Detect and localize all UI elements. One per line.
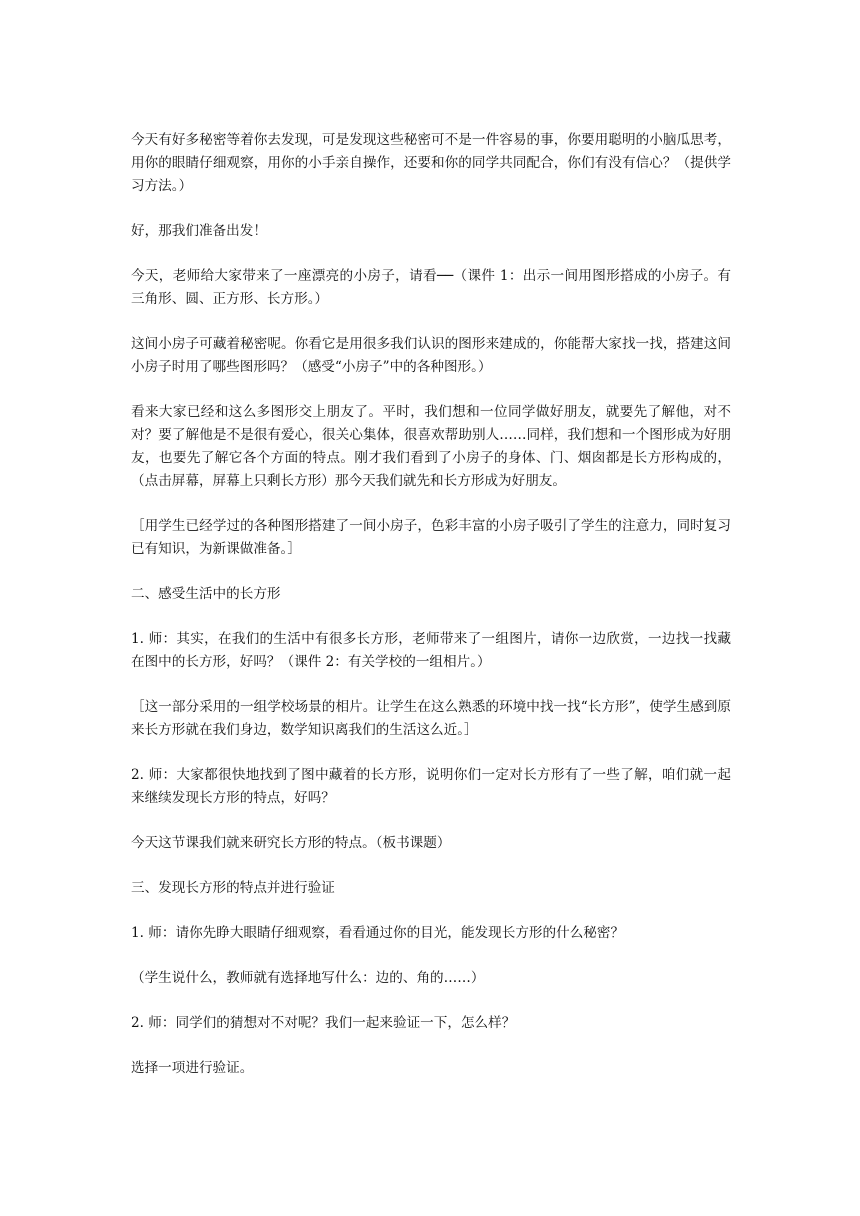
paragraph-teacher-1: 1. 师：其实，在我们的生活中有很多长方形，老师带来了一组图片，请你一边欣赏，一边找一找藏在图中的长方形，好吗？（课件 2：有关学校的一组相片。） [131,631,731,670]
paragraph-observe: 1. 师：请你先睁大眼睛仔细观察，看看通过你的目光，能发现长方形的什么秘密？ [131,925,625,941]
paragraph-note-2: ［这一部分采用的一组学校场景的相片。让学生在这么熟悉的环境中找一找“长方形”，使学生感到原来长方形就在我们身边，数学知识离我们的生活这么近。］ [131,699,731,738]
paragraph-teacher-2: 2. 师：大家都很快地找到了图中藏着的长方形，说明你们一定对长方形有了一些了解，咱们就一起来继续发现长方形的特点，好吗？ [131,767,731,806]
paragraph-verify: 2. 师：同学们的猜想对不对呢？我们一起来验证一下，怎么样？ [131,1015,516,1031]
paragraph-start: 好，那我们准备出发！ [131,223,267,239]
paragraph-student-response: （学生说什么，教师就有选择地写什么：边的、角的……） [131,970,485,986]
paragraph-note-1: ［用学生已经学过的各种图形搭建了一间小房子，色彩丰富的小房子吸引了学生的注意力，同时复习已有知识，为新课做准备。］ [131,518,731,557]
paragraph-choose: 选择一项进行验证。 [131,1060,254,1076]
section-heading-3: 三、发现长方形的特点并进行验证 [131,880,335,896]
document-page [131,129,731,1102]
paragraph-house: 今天，老师给大家带来了一座漂亮的小房子，请看──（课件 1：出示一间用图形搭成的小房子。有三角形、圆、正方形、长方形。） [131,268,731,307]
paragraph-secret: 这间小房子可藏着秘密呢。你看它是用很多我们认识的图形来建成的，你能帮大家找一找，搭建这间小房子时用了哪些图形吗？（感受“小房子”中的各种图形。） [131,336,731,375]
paragraph-topic: 今天这节课我们就来研究长方形的特点。（板书课题） [131,835,451,851]
paragraph-intro: 今天有好多秘密等着你去发现，可是发现这些秘密可不是一件容易的事，你要用聪明的小脑瓜思考，用你的眼睛仔细观察，用你的小手亲自操作，还要和你的同学共同配合，你们有没有信心？（提供学习方法。） [131,132,731,194]
section-heading-2: 二、感受生活中的长方形 [131,586,281,602]
paragraph-friends: 看来大家已经和这么多图形交上朋友了。平时，我们想和一位同学做好朋友，就要先了解他，对不对？要了解他是不是很有爱心，很关心集体，很喜欢帮助别人……同样，我们想和一个图形成为好朋友，也要先了解它各个方面的特点。刚才我们看到了小房子的身体、门、烟囱都是长方形构成的，（点击屏幕，屏幕上只剩长方形）那今天我们就先和长方形成为好朋友。 [131,404,731,489]
